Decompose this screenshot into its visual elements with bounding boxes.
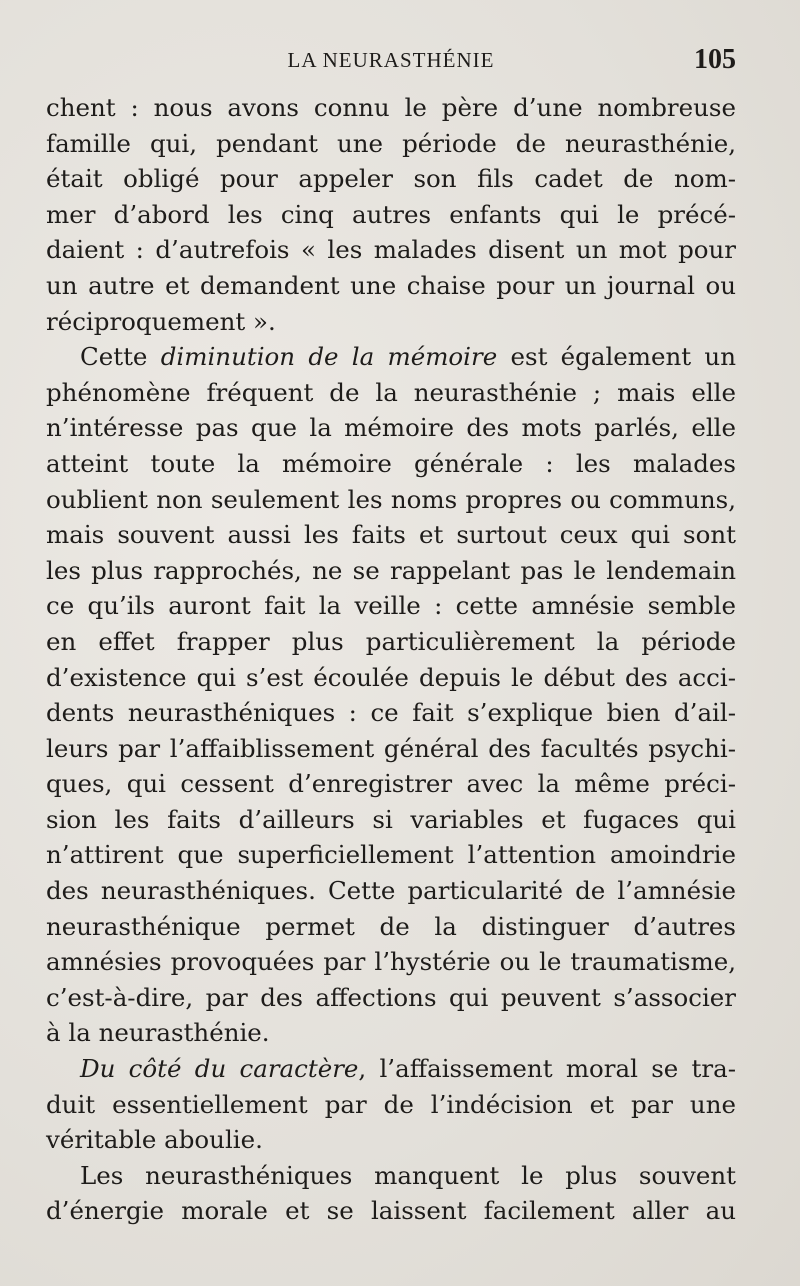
text-line: en effet frapper plus particulièrement la période [46,626,736,656]
paragraph-start-line [46,1051,736,1087]
text-line: n’intéresse pas que la mémoire des mots parlés, elle [46,413,736,443]
text-line: dents neurasthéniques : ce fait s’explique bien d’ail- [46,698,736,728]
paragraph-start-line: Les neurasthéniques manquent le plus souvent [80,1160,736,1190]
text-line: était obligé pour appeler son fils cadet de nom- [46,164,736,194]
paragraph-end-line: à la neurasthénie. [46,1018,270,1048]
running-head [46,44,736,78]
text-line: atteint toute la mémoire générale : les malades [46,448,736,478]
text-line: mais souvent aussi les faits et surtout ceux qui sont [46,520,736,550]
text-line: oublient non seulement les noms propres ou communs, [46,484,736,514]
text-line: des neurasthéniques. Cette particularité de l’amnésie [46,876,736,906]
text-segment: Cette [80,342,161,372]
text-line: d’existence qui s’est écoulée depuis le début des acci- [46,662,736,692]
text-line: daient : d’autrefois « les malades disent un mot pour [46,235,736,265]
text-line: chent : nous avons connu le père d’une nombreuse [46,93,736,122]
text-segment: , l’affaissement moral se tra- [358,1054,736,1084]
paragraph-end-line: véritable aboulie. [46,1125,263,1155]
text-line: c’est-à-dire, par des affections qui peuvent s’associer [46,982,736,1012]
text-line: n’attirent que superficiellement l’attention amoindrie [46,840,736,870]
text-line: ce qu’ils auront fait la veille : cette amnésie semble [46,591,736,621]
italic-phrase: diminution de la mémoire [160,342,498,372]
text-line: famille qui, pendant une période de neurasthénie, [46,128,736,158]
italic-phrase: Du côté du caractère [80,1054,359,1084]
text-line: ques, qui cessent d’enregistrer avec la même préci- [46,769,736,799]
text-line: d’énergie morale et se laissent facilement aller au [46,1196,736,1226]
text-line: phénomène fréquent de la neurasthénie ; mais elle [46,377,736,407]
text-line: duit essentiellement par de l’indécision et par une [46,1089,736,1119]
body-text [46,90,736,1229]
text-line: leurs par l’affaiblissement général des facultés psychi- [46,733,736,763]
paragraph-start-line [46,339,736,375]
text-line: amnésies provoquées par l’hystérie ou le traumatisme, [46,947,736,977]
text-line: neurasthénique permet de la distinguer d’autres [46,911,736,941]
page-number: 105 [694,44,736,75]
text-line: un autre et demandent une chaise pour un journal ou [46,270,736,300]
paragraph-end-line: réciproquement ». [46,306,276,336]
text-line: sion les faits d’ailleurs si variables et fugaces qui [46,804,736,834]
text-line: mer d’abord les cinq autres enfants qui le précé- [46,199,736,229]
text-line: les plus rapprochés, ne se rappelant pas le lendemain [46,555,736,585]
running-title: LA NEURASTHÉNIE [287,48,495,72]
text-segment: est également un [497,342,736,372]
